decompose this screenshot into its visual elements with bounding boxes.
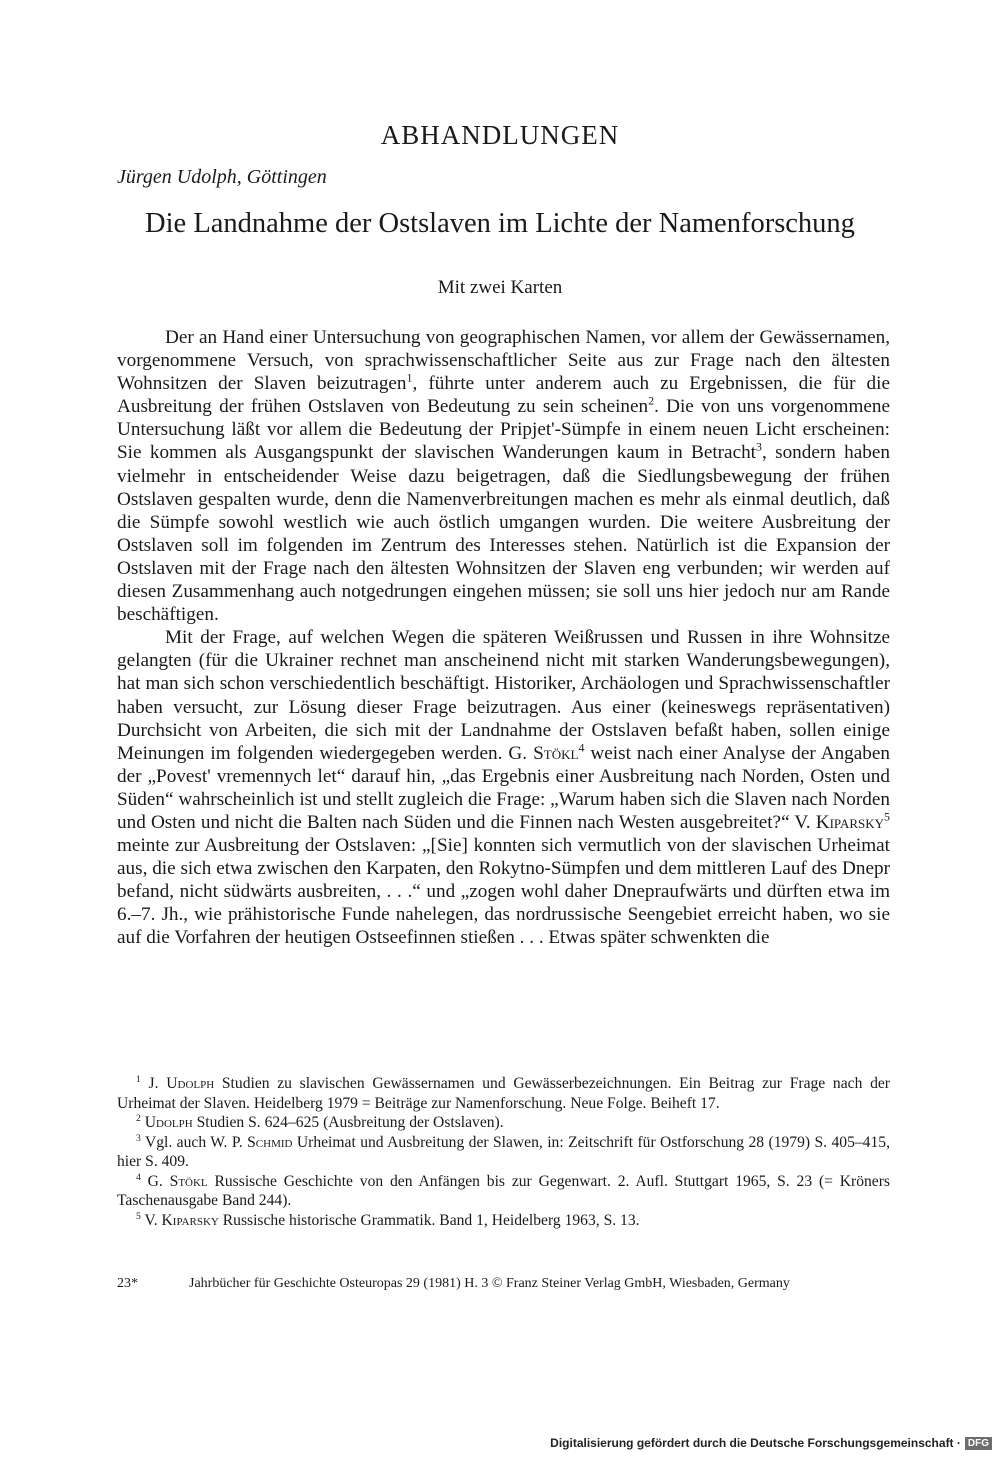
paragraph-1: Der an Hand einer Untersuchung von geographischen Namen, vor allem der Gewässernamen, vorgenommene Versuch, von sprachwissenschaftlicher Seite aus zur Frage nach den ältesten Wohnsitzen der Slaven beizutragen$^1$, führte unter anderem auch zu Ergebnissen, die für die Ausbreitung der frühen Ostslaven von Bedeutung zu sein scheinen$^2$. Die von uns vorgenommene Untersuchung läßt vor allem die Bedeutung der Pripjet'-Sümpfe in einem neuen Licht erscheinen: Sie kommen als Ausgangspunkt der slavischen Wanderungen kaum in Betracht$^3$, sondern haben vielmehr in entscheidender Weise dazu beigetragen, daß die Siedlungsbewegung der frühen Ostslaven gespalten wurde, denn die Namenverbreitungen machen es mehr als einmal deutlich, daß die Sümpfe sowohl westlich wie auch östlich umgangen wurden. Die weitere Ausbreitung der Ostslaven soll im folgenden im Zentrum des Interesses stehen. Natürlich ist die Expansion der Ostslaven mit der Frage nach den ältesten Wohnsitzen der Slaven eng verbunden; wir werden auf diesen Zusammenhang auch notgedrungen eingehen müssen; sie soll uns hier jedoch nur am Rande beschäftigen. [117, 327, 890, 626]
dfg-logo: DFG [965, 1437, 992, 1450]
author-name-stoekl: Stökl [533, 742, 579, 764]
body-text [117, 326, 890, 950]
article-subtitle: Mit zwei Karten [437, 277, 563, 298]
footnotes [117, 1074, 890, 1230]
footnote: $^2$ Udolph Studien S. 624–625 (Ausbreitung der Ostslaven). [136, 1112, 504, 1131]
article-title: Die Landnahme der Ostslaven im Lichte der Namenforschung [145, 208, 855, 239]
page-footer [117, 1276, 890, 1292]
author-line: Jürgen Udolph, Göttingen [117, 166, 327, 188]
footnote-ref-3[interactable]: 3 [756, 440, 762, 455]
footnote: $^4$ G. Stökl Russische Geschichte von den Anfängen bis zur Gegenwart. 2. Aufl. Stuttgart 1965, S. 23 (= Kröners Taschenausgabe Band 244). [117, 1171, 890, 1209]
footnote-ref-2[interactable]: 2 [648, 393, 655, 408]
author-name-kiparsky: Kiparsky [815, 811, 885, 833]
footnote-ref-5[interactable]: 5 [884, 809, 890, 824]
page-mark: 23* [117, 1276, 138, 1291]
digitization-text: Digitalisierung gefördert durch die Deutsche Forschungsgemeinschaft · [550, 1436, 961, 1450]
footnote: $^5$ V. Kiparsky Russische historische Grammatik. Band 1, Heidelberg 1963, S. 13. [136, 1210, 640, 1229]
footnote-ref-4[interactable]: 4 [578, 740, 585, 755]
footnote: $^3$ Vgl. auch W. P. Schmid Urheimat und Ausbreitung der Slawen, in: Zeitschrift für Ostforschung 28 (1979) S. 405–415, hier S. 409. [117, 1132, 890, 1170]
paragraph-2: Mit der Frage, auf welchen Wegen die späteren Weißrussen und Russen in ihre Wohnsitze gelangten (für die Ukrainer rechnet man anscheinend nicht mit starken Wanderungsbewegungen), hat man sich schon verschiedentlich beschäftigt. Historiker, Archäologen und Sprachwissenschaftler haben versucht, zur Lösung dieser Frage beizutragen. Aus einer (keineswegs repräsentativen) Durchsicht von Arbeiten, die sich mit der Landnahme der Ostslaven befaßt haben, sollen einige Meinungen im folgenden wiedergegeben werden. G. Stökl$^4$ weist nach einer Analyse der Angaben der „Povest' vremennych let“ darauf hin, „das Ergebnis einer Ausbreitung nach Norden, Osten und Süden“ wahrscheinlich ist und stellt zugleich die Frage: „Warum haben sich die Slaven nach Norden und Osten und nicht die Balten nach Süden und die Finnen nach Westen ausgebreitet?“ V. Kiparsky$^5$ meinte zur Ausbreitung der Ostslaven: „[Sie] konnten sich vermutlich von der slavischen Urheimat aus, die sich etwa zwischen den Karpaten, den Rokytno-Sümpfen und dem mittleren Lauf des Dnepr befand, nicht südwärts ausbreiten, . . .“ und „zogen wohl daher Dnepraufwärts und dürften etwa im 6.–7. Jh., wie prähistorische Funde nahelegen, das nordrussische Seengebiet erreicht haben, wo sie auf die Vorfahren der heutigen Ostseefinnen stießen . . . Etwas später schwenkten die [117, 627, 890, 949]
digitization-notice [550, 1436, 992, 1450]
footnote-ref-1[interactable]: 1 [406, 370, 413, 385]
section-heading: ABHANDLUNGEN [380, 120, 620, 150]
footnote: $^1$ J. Udolph Studien zu slavischen Gewässernamen und Gewässerbezeichnungen. Ein Beitrag zur Frage nach der Urheimat der Slaven. Heidelberg 1979 = Beiträge zur Namenforschung. Neue Folge. Beiheft 17. [117, 1073, 890, 1112]
journal-citation: Jahrbücher für Geschichte Osteuropas 29 (1981) H. 3 © Franz Steiner Verlag GmbH, Wiesbaden, Germany [189, 1276, 790, 1291]
